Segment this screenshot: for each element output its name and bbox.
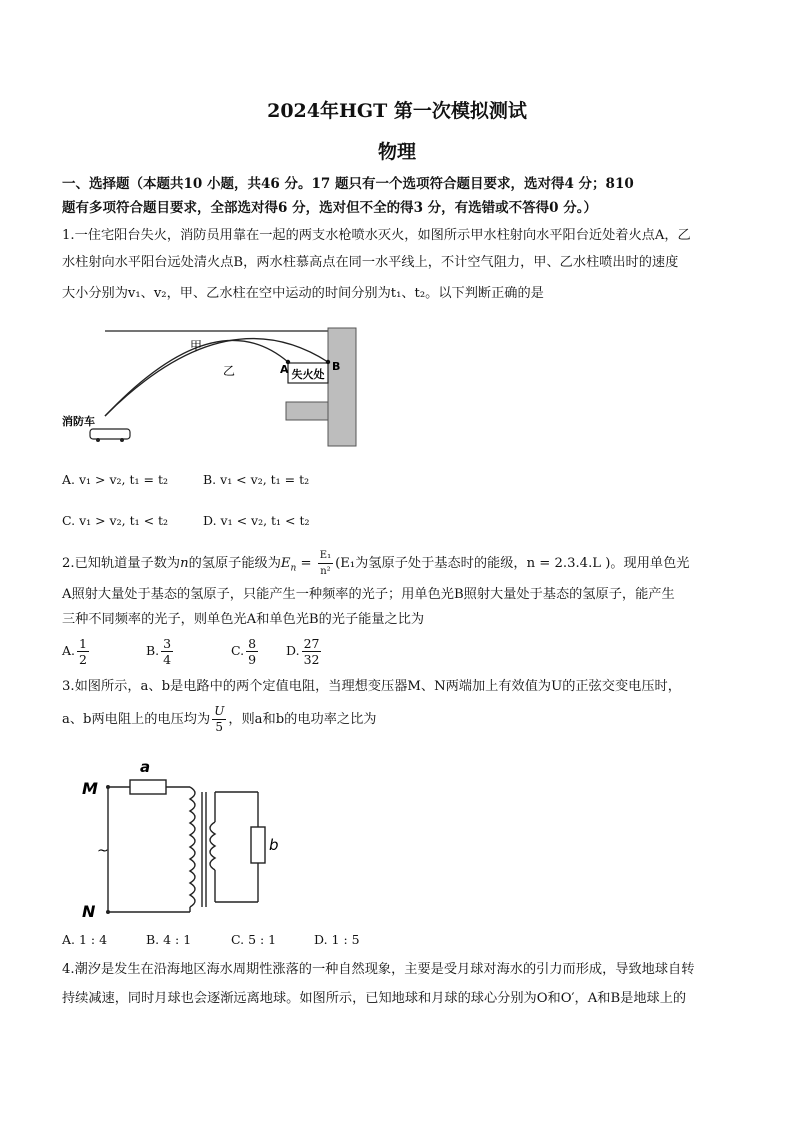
label-b: b [269, 836, 279, 854]
q2-energy-fraction: $\frac{\text{E₁}}{\text{n²}}$ [319, 550, 332, 577]
truck-wheel-back [120, 438, 124, 442]
q2-text-line1: 2.已知轨道量子数为n的氢原子能级为$E_n$ = $\frac{\text{E₁}}{\text{n²}}$ (E₁为氢原子处于基态时的能级，n = 2.3.4.L )。现用单色光 [62, 550, 690, 577]
q3-text-line1: 3.如图所示，a、b是电路中的两个定值电阻，当理想变压器M、N两端加上有效值为U的正弦交变电压时， [62, 679, 681, 694]
truck-wheel-front [96, 438, 100, 442]
q1-figure [60, 318, 370, 453]
q3-option-a[interactable]: A. 1 : 4 [62, 932, 108, 947]
primary-coil [190, 787, 195, 907]
building-wall [328, 328, 356, 446]
section-heading-line1: 一、选择题（本题共10 小题，共46 分。17 题只有一个选项符合题目要求，选对得4 分；810 [62, 176, 634, 192]
q1-text-line1: 1.一住宅阳台失火，消防员用靠在一起的两支水枪喷水灭火，如图所示甲水柱射向水平阳台近处着火点A，乙 [62, 228, 691, 243]
ac-symbol: ~ [97, 843, 109, 859]
label-a: a [140, 758, 151, 776]
q3-option-d[interactable]: D. 1 : 5 [314, 932, 360, 947]
resistor-a [130, 780, 166, 794]
fire-truck [90, 429, 130, 439]
q2-option-d[interactable]: D. $\frac{27}{32}$ [286, 636, 320, 667]
q1-text-line2: 水柱射向水平阳台远处清火点B，两水柱慕高点在同一水平线上，不计空气阻力，甲、乙水柱喷出时的速度 [62, 255, 679, 270]
q1-option-b[interactable]: B. v₁ < v₂, t₁ = t₂ [203, 472, 310, 487]
q3-option-c[interactable]: C. 5 : 1 [231, 932, 277, 947]
q2-option-a[interactable]: A. $\frac{1}{2}$ [62, 636, 87, 667]
fire-label: 失火处 [291, 368, 325, 381]
q2-option-b[interactable]: B. $\frac{3}{4}$ [146, 636, 172, 667]
truck-label: 消防车 [62, 415, 95, 428]
resistor-b [251, 827, 265, 863]
q1-option-d[interactable]: D. v₁ < v₂, t₁ < t₂ [203, 513, 310, 528]
terminal-n: N [82, 902, 96, 921]
subject-title: 物理 [377, 141, 416, 163]
point-b-label: B [332, 360, 341, 373]
point-b-dot [326, 360, 330, 364]
yi-label: 乙 [223, 364, 236, 378]
q4-text-line1: 4.潮汐是发生在沿海地区海水周期性涨落的一种自然现象，主要是受月球对海水的引力而形成，导致地球自转 [62, 962, 695, 977]
q2-text-line2: A照射大量处于基态的氢原子，只能产生一种频率的光子；用单色光B照射大量处于基态的氢原子，能产生 [62, 587, 675, 602]
q1-option-a[interactable]: A. v₁ > v₂, t₁ = t₂ [62, 472, 168, 487]
q1-text-line3: 大小分别为v₁、v₂，甲、乙水柱在空中运动的时间分别为t₁、t₂。以下判断正确的是 [62, 286, 544, 301]
jia-label: 甲 [190, 339, 203, 353]
exam-title: 2024年HGT 第一次模拟测试 [267, 100, 527, 122]
q3-option-b[interactable]: B. 4 : 1 [146, 932, 192, 947]
point-a-label: A [280, 363, 289, 376]
section-heading-line2: 题有多项符合题目要求，全部选对得6 分，选对但不全的得3 分，有选错或不答得0 分。） [62, 200, 598, 216]
q1-option-c[interactable]: C. v₁ > v₂, t₁ < t₂ [62, 513, 169, 528]
terminal-m: M [82, 779, 98, 798]
q4-text-line2: 持续减速，同时月球也会逐渐远离地球。如图所示，已知地球和月球的球心分别为O和O′，A和B是地球上的 [62, 991, 687, 1006]
q3-text-line2: a、b两电阻上的电压均为 $\frac{U}{5}$ ，则a和b的电功率之比为 [62, 704, 377, 734]
lower-balcony [286, 402, 328, 420]
q2-text-line3: 三种不同频率的光子，则单色光A和单色光B的光子能量之比为 [62, 612, 425, 627]
secondary-coil [210, 822, 215, 870]
q2-option-c[interactable]: C. $\frac{8}{9}$ [231, 636, 257, 667]
q3-circuit-figure [70, 752, 290, 927]
